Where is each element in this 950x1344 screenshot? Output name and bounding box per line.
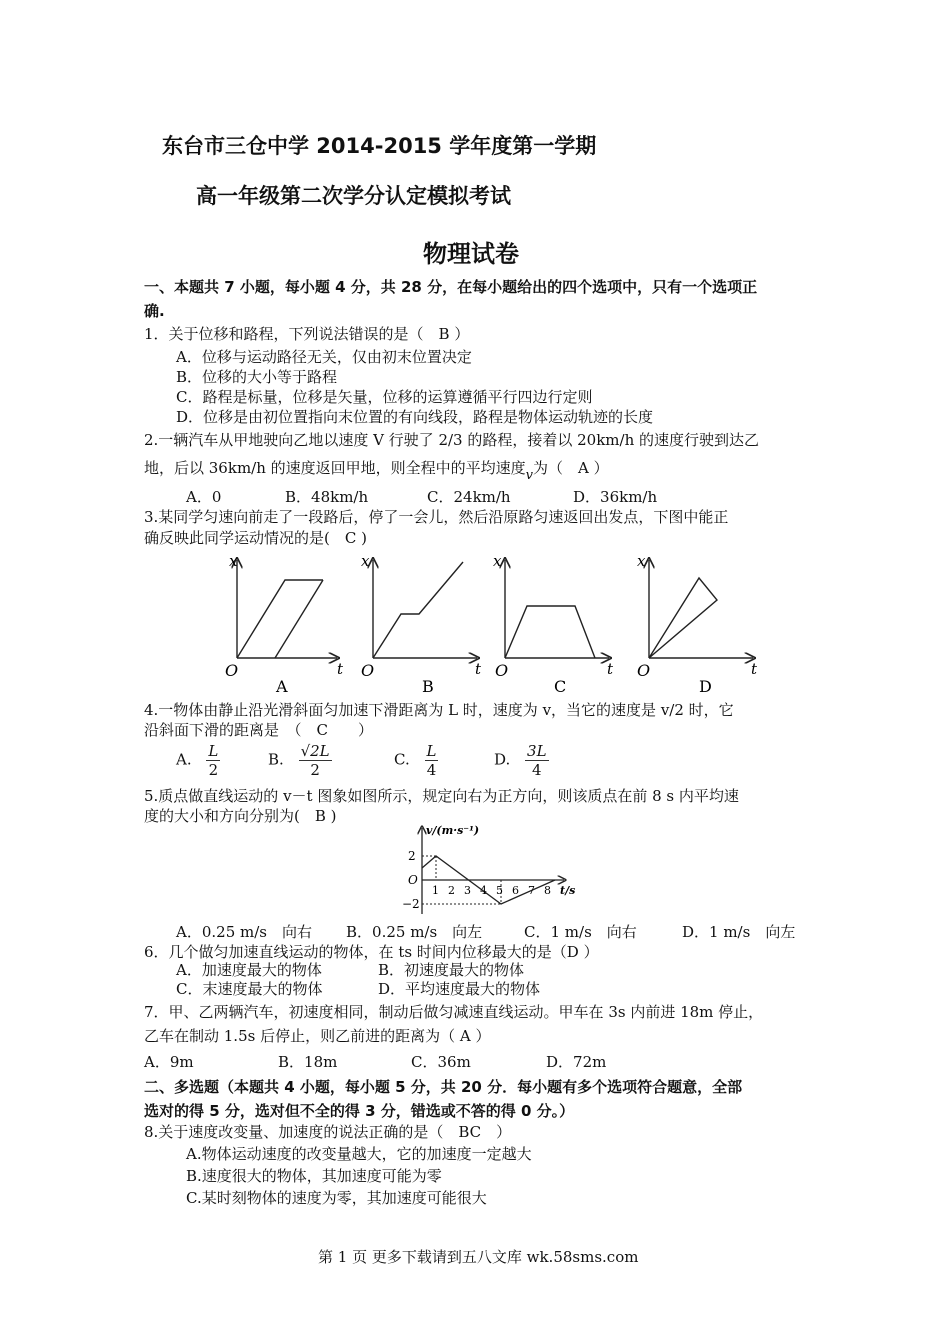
q5-option-a: A．0.25 m/s 向右 <box>176 923 312 941</box>
q3-b-label: B <box>422 677 434 696</box>
q7-option-d: D．72m <box>546 1053 607 1071</box>
section2-heading: 二、多选题（本题共 4 小题，每小题 5 分，共 20 分．每小题有多个选项符合题意，全部 <box>144 1078 743 1096</box>
section1-heading: 一、本题共 7 小题，每小题 4 分，共 28 分，在每小题给出的四个选项中，只有一个选项正 <box>144 278 758 296</box>
q7-option-c: C．36m <box>411 1053 471 1071</box>
q5-x-tick: 2 <box>448 884 455 897</box>
q6-option-c: C．末速度最大的物体 <box>176 980 323 998</box>
q3-c-y-axis: x <box>493 552 502 570</box>
q8-stem: 8.关于速度改变量、加速度的说法正确的是（ BC ） <box>144 1123 512 1141</box>
q5-x-tick: 3 <box>464 884 471 897</box>
q3-a-origin: O <box>225 661 239 680</box>
q3-c-x-axis: t <box>607 660 614 678</box>
school-header: 东台市三仓中学 2014-2015 学年度第一学期 <box>162 134 597 158</box>
q5-y-tick-neg2: −2 <box>402 897 420 911</box>
q4-stem: 4.一物体由静止沿光滑斜面匀加速下滑距离为 L 时，速度为 v，当它的速度是 v/2 时，它 <box>144 701 734 719</box>
q5-origin: O <box>408 873 418 887</box>
section2-heading-cont: 选对的得 5 分，选对但不全的得 3 分，错选或不答的得 0 分。） <box>144 1102 575 1120</box>
q2-option-a: A．0 <box>186 488 222 506</box>
page-footer: 第 1 页 更多下载请到五八文库 wk.58sms.com <box>318 1248 639 1266</box>
exam-header: 高一年级第二次学分认定模拟考试 <box>196 184 511 208</box>
q5-x-tick: 5 <box>496 884 503 897</box>
q3-a-y-axis: x <box>229 552 238 570</box>
q2-option-b: B．48km/h <box>285 488 369 506</box>
q2-stem: 2.一辆汽车从甲地驶向乙地以速度 V 行驶了 2/3 的路程，接着以 20km/h 的速度行驶到达乙 <box>144 431 760 449</box>
q5-x-tick: 1 <box>432 884 439 897</box>
page-title: 物理试卷 <box>423 240 519 268</box>
q5-stem: 5.质点做直线运动的 v－t 图象如图所示，规定向右为正方向，则该质点在前 8 s 内平均速 <box>144 787 739 805</box>
q4-option-d-num: 3L <box>527 742 547 760</box>
q3-b-line <box>373 562 463 658</box>
q2-stem-cont <box>144 458 609 483</box>
q4-option-a <box>176 742 220 779</box>
q4-option-a-den: 2 <box>208 761 219 779</box>
q3-stem-cont: 确反映此同学运动情况的是( C ) <box>144 529 367 547</box>
q3-graph-d <box>637 552 758 696</box>
q6-option-a: A．加速度最大的物体 <box>176 961 322 979</box>
q3-a-line1 <box>237 580 323 658</box>
q5-x-label: t/s <box>560 884 576 897</box>
q4-option-b-letter: B. <box>268 750 284 769</box>
q1-option-c: C．路程是标量，位移是矢量，位移的运算遵循平行四边行定则 <box>176 388 593 406</box>
q4-option-b <box>268 742 332 779</box>
q5-option-b: B．0.25 m/s 向左 <box>346 923 483 941</box>
q2-stem-answer: 为（ A ） <box>533 459 609 477</box>
q6-option-d: D．平均速度最大的物体 <box>378 980 541 998</box>
q4-stem-cont: 沿斜面下滑的距离是 （ C ） <box>144 721 373 739</box>
q5-x-tick: 8 <box>544 884 551 897</box>
q3-graph-a <box>225 552 344 696</box>
q2-velocity-symbol: v <box>525 468 534 483</box>
q3-b-origin: O <box>361 661 375 680</box>
q2-option-d: D．36km/h <box>573 488 658 506</box>
q3-b-y-axis: x <box>361 552 370 570</box>
q1-option-b: B．位移的大小等于路程 <box>176 368 338 386</box>
q4-option-c-letter: C. <box>394 750 410 769</box>
q3-d-origin: O <box>637 661 651 680</box>
q3-graph-b <box>361 552 482 696</box>
q8-option-c: C.某时刻物体的速度为零，其加速度可能很大 <box>186 1189 487 1207</box>
q3-a-line2 <box>275 580 323 658</box>
q3-b-x-axis: t <box>475 660 482 678</box>
q3-d-line <box>649 578 717 658</box>
q5-option-d: D．1 m/s 向左 <box>682 923 796 941</box>
q4-option-a-letter: A. <box>176 750 192 769</box>
q3-d-label: D <box>699 677 712 696</box>
q8-option-a: A.物体运动速度的改变量越大，它的加速度一定越大 <box>186 1145 532 1163</box>
q5-stem-cont: 度的大小和方向分别为( B ) <box>144 807 337 825</box>
q3-d-x-axis: t <box>751 660 758 678</box>
q3-a-x-axis: t <box>337 660 344 678</box>
q5-x-tick: 7 <box>528 884 535 897</box>
q7-stem: 7．甲、乙两辆汽车，初速度相同，制动后做匀减速直线运动。甲车在 3s 内前进 18m 停止， <box>144 1003 764 1021</box>
q4-option-d-letter: D. <box>494 750 511 769</box>
q4-option-d-den: 4 <box>532 761 542 779</box>
q1-option-d: D．位移是由初位置指向末位置的有向线段，路程是物体运动轨迹的长度 <box>176 408 654 426</box>
q4-option-c <box>394 742 438 779</box>
q3-d-y-axis: x <box>637 552 646 570</box>
q5-option-c: C．1 m/s 向右 <box>524 923 637 941</box>
q6-option-b: B．初速度最大的物体 <box>378 961 525 979</box>
q1-stem: 1．关于位移和路程，下列说法错误的是（ B ） <box>144 325 470 343</box>
q3-c-label: C <box>554 677 567 696</box>
q3-stem: 3.某同学匀速向前走了一段路后，停了一会儿，然后沿原路匀速返回出发点，下图中能正 <box>144 508 729 526</box>
q4-option-c-den: 4 <box>426 761 437 779</box>
q5-y-tick-2: 2 <box>408 849 416 863</box>
q5-y-label: v/(m·s⁻¹) <box>426 824 480 837</box>
q4-option-b-num: √2L <box>300 742 330 760</box>
q7-option-b: B．18m <box>278 1053 338 1071</box>
q1-option-a: A．位移与运动路径无关，仅由初末位置决定 <box>176 348 472 366</box>
q4-option-d <box>494 742 549 779</box>
q4-option-c-num: L <box>426 742 437 760</box>
q3-a-label: A <box>276 677 288 696</box>
q6-stem: 6．几个做匀加速直线运动的物体，在 ts 时间内位移最大的是（D ） <box>144 943 599 961</box>
q3-graph-c <box>493 552 614 696</box>
q5-vt-graph <box>400 822 600 922</box>
q3-graphs <box>215 548 775 700</box>
q7-option-a: A．9m <box>144 1053 194 1071</box>
q5-x-tick: 4 <box>480 884 487 897</box>
q5-x-tick: 6 <box>512 884 519 897</box>
q2-option-c: C．24km/h <box>427 488 511 506</box>
section1-heading-cont: 确. <box>144 302 165 320</box>
q4-option-a-num: L <box>208 742 219 760</box>
q4-option-b-den: 2 <box>310 761 320 779</box>
q7-stem-cont: 乙车在制动 1.5s 后停止，则乙前进的距离为（ A ） <box>144 1027 491 1045</box>
q3-c-line <box>505 606 595 658</box>
q3-c-origin: O <box>495 661 509 680</box>
q2-stem-text: 地，后以 36km/h 的速度返回甲地，则全程中的平均速度 <box>144 459 526 477</box>
q8-option-b: B.速度很大的物体，其加速度可能为零 <box>186 1167 442 1185</box>
